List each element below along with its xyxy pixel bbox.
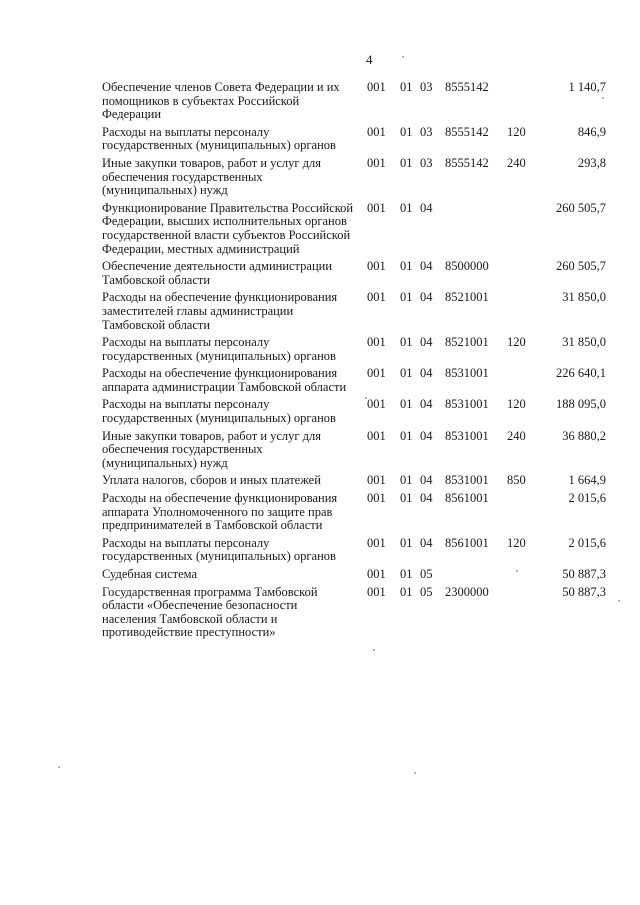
- admin-code: 001: [367, 397, 386, 412]
- subsection-code: 04: [420, 535, 433, 550]
- amount: 260 505,7: [556, 259, 606, 274]
- target-code: 8531001: [445, 397, 489, 412]
- subsection-code: 04: [420, 473, 433, 488]
- admin-code: 001: [367, 567, 386, 581]
- section-code: 01: [400, 567, 413, 581]
- scan-speck: [414, 772, 416, 774]
- expense-type-code: 240: [507, 428, 526, 443]
- table-row: [102, 367, 606, 394]
- expense-name: Функционирование Правительства Российской Федерации, высших исполнительных органов государственной власти субъектов Российской Федерации, местных администраций: [102, 200, 354, 256]
- subsection-code: 04: [420, 397, 433, 412]
- amount: 50 887,3: [562, 567, 606, 581]
- section-code: 01: [400, 259, 413, 274]
- admin-code: 001: [367, 290, 386, 305]
- admin-code: 001: [367, 259, 386, 274]
- budget-table: [102, 81, 606, 644]
- admin-code: 001: [367, 428, 386, 443]
- table-row: [102, 126, 606, 153]
- amount: 31 850,0: [562, 335, 606, 350]
- amount: 2 015,6: [568, 491, 606, 506]
- expense-type-code: 120: [507, 124, 526, 139]
- expense-name: Иные закупки товаров, работ и услуг для обеспечения государственных (муниципальных) нужд: [102, 428, 322, 470]
- table-row: [102, 81, 606, 122]
- target-code: 8555142: [445, 80, 489, 94]
- subsection-code: 05: [420, 584, 433, 599]
- section-code: 01: [400, 335, 413, 350]
- expense-name: Судебная система: [102, 567, 198, 581]
- admin-code: 001: [367, 155, 386, 170]
- admin-code: 001: [367, 473, 386, 488]
- expense-name: Расходы на выплаты персоналу государственных (муниципальных) органов: [102, 335, 336, 363]
- subsection-code: 04: [420, 200, 433, 215]
- subsection-code: 04: [420, 366, 433, 381]
- section-code: 01: [400, 491, 413, 506]
- admin-code: 001: [367, 491, 386, 506]
- admin-code: 001: [367, 366, 386, 381]
- subsection-code: 05: [420, 567, 433, 581]
- expense-name: Иные закупки товаров, работ и услуг для обеспечения государственных (муниципальных) нужд: [102, 155, 322, 198]
- admin-code: 001: [367, 335, 386, 350]
- scan-speck: [602, 97, 604, 99]
- scan-speck: [516, 570, 518, 572]
- target-code: 8555142: [445, 124, 489, 139]
- expense-name: Обеспечение членов Совета Федерации и их помощников в субъектах Российской Федерации: [102, 80, 340, 122]
- amount: 226 640,1: [556, 366, 606, 381]
- target-code: 8531001: [445, 428, 489, 443]
- subsection-code: 04: [420, 428, 433, 443]
- admin-code: 001: [367, 80, 386, 94]
- amount: 260 505,7: [556, 200, 606, 215]
- section-code: 01: [400, 155, 413, 170]
- section-code: 01: [400, 366, 413, 381]
- expense-type-code: 850: [507, 473, 526, 488]
- scan-speck: [618, 600, 620, 602]
- section-code: 01: [400, 397, 413, 412]
- table-row: [102, 474, 606, 488]
- target-code: 8555142: [445, 155, 489, 170]
- amount: 36 880,2: [562, 428, 606, 443]
- table-row: [102, 336, 606, 363]
- table-row: [102, 537, 606, 564]
- scan-speck: [373, 649, 375, 651]
- table-row: [102, 202, 606, 256]
- target-code: 8531001: [445, 473, 489, 488]
- target-code: 8531001: [445, 366, 489, 381]
- target-code: 8521001: [445, 290, 489, 305]
- amount: 1 140,7: [568, 80, 606, 94]
- subsection-code: 04: [420, 290, 433, 305]
- table-row: [102, 568, 606, 582]
- expense-name: Расходы на обеспечение функционирования аппарата Уполномоченного по защите прав предпринимателей в Тамбовской области: [102, 491, 338, 533]
- expense-name: Расходы на выплаты персоналу государственных (муниципальных) органов: [102, 535, 336, 564]
- subsection-code: 04: [420, 491, 433, 506]
- subsection-code: 03: [420, 155, 433, 170]
- table-row: [102, 291, 606, 332]
- expense-type-code: 120: [507, 397, 526, 412]
- table-row: [102, 492, 606, 533]
- section-code: 01: [400, 535, 413, 550]
- scan-speck: [58, 766, 60, 768]
- admin-code: 001: [367, 535, 386, 550]
- target-code: 8561001: [445, 491, 489, 506]
- section-code: 01: [400, 584, 413, 599]
- amount: 188 095,0: [556, 397, 606, 412]
- amount: 50 887,3: [562, 584, 606, 599]
- section-code: 01: [400, 290, 413, 305]
- subsection-code: 04: [420, 259, 433, 274]
- expense-name: Расходы на выплаты персоналу государственных (муниципальных) органов: [102, 124, 336, 153]
- section-code: 01: [400, 124, 413, 139]
- expense-name: Расходы на обеспечение функционирования заместителей главы администрации Тамбовской области: [102, 290, 338, 332]
- expense-type-code: 120: [507, 535, 526, 550]
- expense-name: Расходы на выплаты персоналу государственных (муниципальных) органов: [102, 397, 336, 426]
- subsection-code: 04: [420, 335, 433, 350]
- section-code: 01: [400, 200, 413, 215]
- target-code: 8500000: [445, 259, 489, 274]
- table-row: [102, 586, 606, 640]
- expense-type-code: 240: [507, 155, 526, 170]
- table-row: [102, 398, 606, 425]
- section-code: 01: [400, 428, 413, 443]
- amount: 31 850,0: [562, 290, 606, 305]
- expense-name: Расходы на обеспечение функционирования аппарата администрации Тамбовской области: [102, 366, 347, 394]
- admin-code: 001: [367, 584, 386, 599]
- expense-name: Обеспечение деятельности администрации Тамбовской области: [102, 259, 333, 287]
- expense-name: Государственная программа Тамбовской области «Обеспечение безопасности населения Тамбовской области и противодействие преступности»: [102, 584, 318, 640]
- section-code: 01: [400, 80, 413, 94]
- table-row: [102, 157, 606, 198]
- expense-name: Уплата налогов, сборов и иных платежей: [102, 473, 321, 488]
- expense-type-code: 120: [507, 335, 526, 350]
- amount: 2 015,6: [568, 535, 606, 550]
- amount: 1 664,9: [568, 473, 606, 488]
- section-code: 01: [400, 473, 413, 488]
- page-number: 4: [366, 52, 373, 67]
- target-code: 2300000: [445, 584, 489, 599]
- admin-code: 001: [367, 124, 386, 139]
- table-row: [102, 430, 606, 471]
- admin-code: 001: [367, 200, 386, 215]
- subsection-code: 03: [420, 80, 433, 94]
- target-code: 8521001: [445, 335, 489, 350]
- amount: 293,8: [577, 155, 606, 170]
- scan-speck: [365, 397, 367, 399]
- amount: 846,9: [577, 124, 606, 139]
- target-code: 8561001: [445, 535, 489, 550]
- scan-speck: [402, 56, 404, 58]
- subsection-code: 03: [420, 124, 433, 139]
- table-row: [102, 260, 606, 287]
